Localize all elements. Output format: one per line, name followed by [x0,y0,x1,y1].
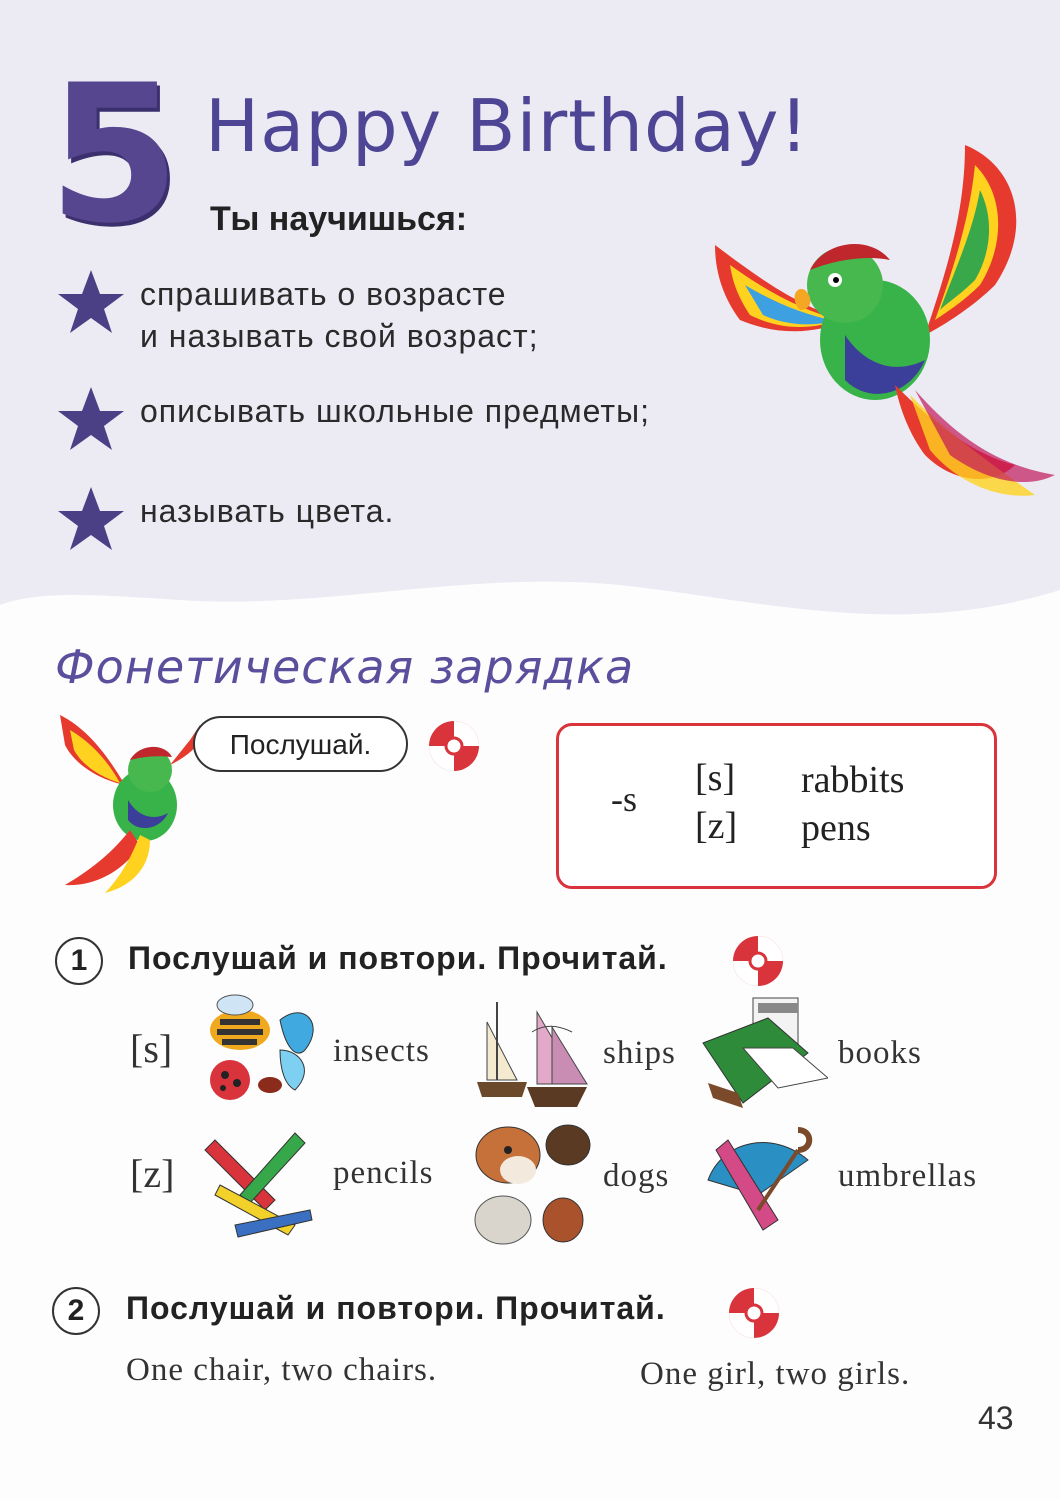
page-number: 43 [978,1400,1014,1436]
insects-picture [195,990,325,1110]
example-word: dogs [603,1158,670,1194]
learn-heading: Ты научишься: [210,200,468,238]
exercise-instruction: Послушай и повтори. Прочитай. [126,1290,666,1326]
example-word: pencils [333,1155,434,1191]
example-word: insects [333,1033,430,1069]
parrot-illustration [695,135,1060,515]
star-icon [56,267,126,337]
books-picture [698,993,828,1108]
dogs-picture [463,1115,603,1255]
example-word: rabbits [801,759,905,801]
exercise-instruction: Послушай и повтори. Прочитай. [128,940,668,976]
example-sentence: One chair, two chairs. [126,1352,438,1388]
example-word: ships [603,1035,676,1071]
example-word: pens [801,807,871,849]
ships-picture [467,992,592,1110]
phonetic-symbol: [z] [130,1151,175,1196]
goal-text: описывать школьные предметы; [140,393,650,429]
exercise-number: 2 [52,1287,100,1335]
goal-item [56,273,539,357]
section-title: Фонетическая зарядка [55,640,635,694]
phonetics-box [556,723,997,889]
goal-text: спрашивать о возрасте [140,276,507,312]
goal-item [56,490,394,554]
phonetic-symbol: [s] [695,757,736,799]
exercise-number: 1 [55,937,103,985]
phonetic-symbol: [s] [130,1026,173,1071]
goal-text: называть цвета. [140,493,395,529]
umbrellas-picture [698,1120,818,1245]
parrot-illustration [50,705,210,895]
goal-text: и называть свой возраст; [140,318,539,354]
goal-item [56,390,650,454]
unit-title: Happy Birthday! [205,84,810,168]
audio-disc-icon[interactable] [728,1287,780,1339]
audio-disc-icon[interactable] [428,720,480,772]
example-word: books [838,1035,922,1071]
speech-bubble: Послушай. [193,716,408,772]
star-icon [56,384,126,454]
phonetic-symbol: [z] [695,805,738,847]
audio-disc-icon[interactable] [732,935,784,987]
pencils-picture [200,1125,320,1243]
unit-number: 5 [48,44,177,265]
suffix-label: -s [611,779,637,819]
example-sentence: One girl, two girls. [640,1356,911,1392]
example-word: umbrellas [838,1158,978,1194]
star-icon [56,484,126,554]
